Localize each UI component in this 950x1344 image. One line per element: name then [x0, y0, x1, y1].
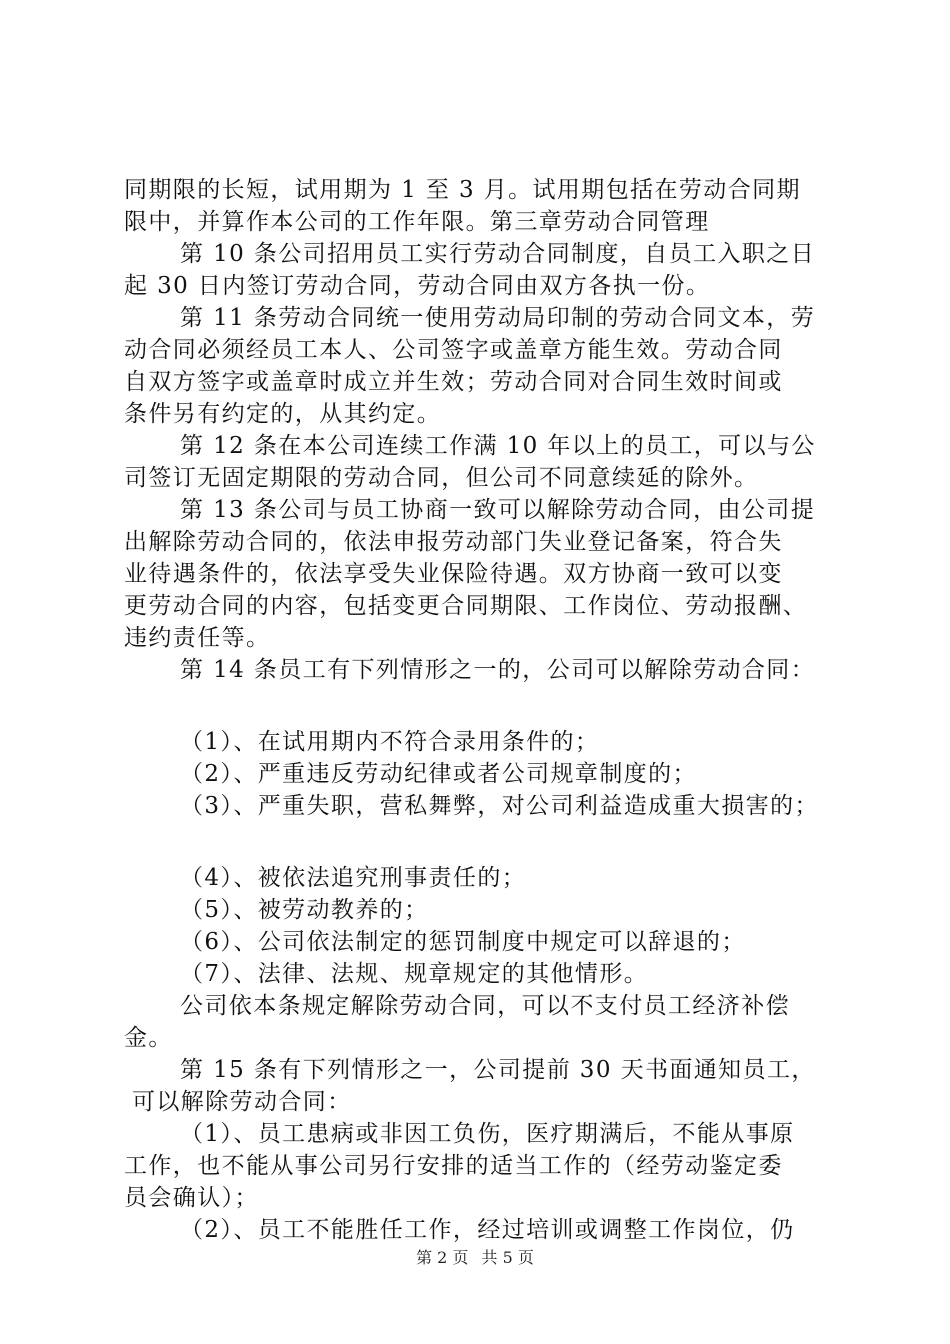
list-item: （1）、员工患病或非因工负伤，医疗期满后，不能从事原	[180, 1121, 795, 1147]
article-13: 第 13 条公司与员工协商一致可以解除劳动合同，由公司提	[180, 497, 816, 523]
list-item: （3）、严重失职，营私舞弊，对公司利益造成重大损害的；	[180, 793, 819, 819]
article-12: 第 12 条在本公司连续工作满 10 年以上的员工，可以与公	[180, 433, 816, 459]
spacer	[124, 686, 838, 726]
text-line: 起 30 日内签订劳动合同，劳动合同由双方各执一份。	[124, 273, 711, 299]
page-number: 第 2 页	[416, 1248, 469, 1267]
list-item: （5）、被劳动教养的；	[180, 897, 429, 923]
text-line: 金。	[124, 1025, 173, 1051]
text-line: 工作，也不能从事公司另行安排的适当工作的（经劳动鉴定委	[124, 1153, 783, 1179]
text-line: 限中，并算作本公司的工作年限。第三章劳动合同管理	[124, 209, 710, 235]
text-line: 业待遇条件的，依法享受失业保险待遇。双方协商一致可以变	[124, 561, 783, 587]
text-line: 自双方签字或盖章时成立并生效；劳动合同对合同生效时间或	[124, 369, 783, 395]
text-line: 出解除劳动合同的，依法申报劳动部门失业登记备案，符合失	[124, 529, 783, 555]
page-total: 共 5 页	[481, 1248, 534, 1267]
text-line: 条件另有约定的，从其约定。	[124, 401, 442, 427]
list-item: （4）、被依法追究刑事责任的；	[180, 865, 527, 891]
text-line: 违约责任等。	[124, 625, 271, 651]
article-15: 第 15 条有下列情形之一，公司提前 30 天书面通知员工，	[180, 1057, 816, 1083]
paragraph-note: 公司依本条规定解除劳动合同，可以不支付员工经济补偿	[180, 993, 790, 1019]
text-line: 同期限的长短，试用期为 1 至 3 月。试用期包括在劳动合同期	[124, 177, 801, 203]
text-line: 可以解除劳动合同：	[132, 1089, 352, 1115]
text-line: 员会确认）；	[124, 1185, 259, 1211]
article-11: 第 11 条劳动合同统一使用劳动局印制的劳动合同文本，劳	[180, 305, 816, 331]
text-line: 动合同必须经员工本人、公司签字或盖章方能生效。劳动合同	[124, 337, 783, 363]
article-10: 第 10 条公司招用员工实行劳动合同制度，自员工入职之日	[180, 241, 816, 267]
list-item: （2）、严重违反劳动纪律或者公司规章制度的；	[180, 761, 697, 787]
list-item: （7）、法律、法规、规章规定的其他情形。	[180, 961, 649, 987]
article-14: 第 14 条员工有下列情形之一的，公司可以解除劳动合同：	[180, 657, 816, 683]
list-item: （2）、员工不能胜任工作，经过培训或调整工作岗位，仍	[180, 1217, 795, 1243]
spacer	[124, 822, 838, 862]
text-line: 更劳动合同的内容，包括变更合同期限、工作岗位、劳动报酬、	[124, 593, 808, 619]
list-item: （1）、在试用期内不符合录用条件的；	[180, 729, 600, 755]
page-footer	[0, 1245, 950, 1268]
text-line: 司签订无固定期限的劳动合同，但公司不同意续延的除外。	[124, 465, 759, 491]
document-body	[124, 174, 838, 1246]
list-item: （6）、公司依法制定的惩罚制度中规定可以辞退的；	[180, 929, 746, 955]
